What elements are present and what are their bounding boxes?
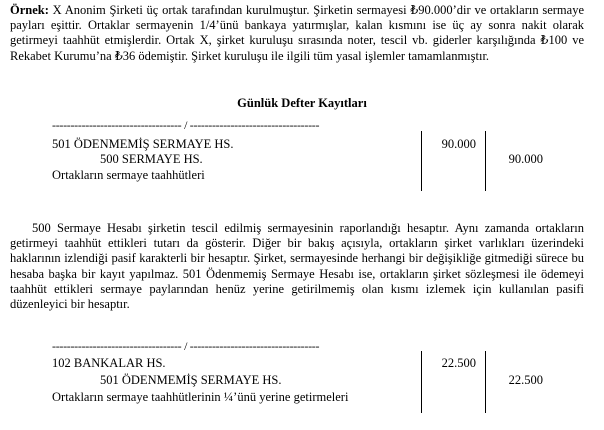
entry-separator: ----------------------------------- / ----------------------------------- [52, 118, 320, 132]
debit-account: 501 ÖDENMEMİŞ SERMAYE HS. [52, 137, 234, 151]
credit-amount: 22.500 [508, 373, 543, 387]
credit-account: 500 SERMAYE HS. [100, 152, 203, 166]
entry-description: Ortakların sermaye taahhütlerinin ¼’ünü yerine getirmeleri [52, 390, 349, 404]
credit-account: 501 ÖDENMEMİŞ SERMAYE HS. [100, 373, 282, 387]
example-text: X Anonim Şirketi üç ortak tarafından kurulmuştur. Şirketin sermayesi ₺90.000’dir ve ortakların sermaye payları eşittir. Ortaklar sermayenin 1/4’ünü bankaya yatırmışlar, kalan kısmını ise üç ay sonra nakit olarak getirmeyi taahhüt etmişlerdir. Ortak X, şirket kuruluşu sırasında noter, tescil vb. giderler karşılığında ₺100 ve Rekabet Kurumu’na ₺36 ödemiştir. Şirket kuruluşu ile ilgili tüm yasal işlemler tamamlanmıştır. [10, 3, 584, 63]
journal-heading: Günlük Defter Kayıtları [237, 96, 367, 110]
debit-amount: 22.500 [441, 356, 476, 370]
credit-amount: 90.000 [508, 152, 543, 166]
example-label: Örnek: [10, 3, 49, 17]
entry-separator: ----------------------------------- / ----------------------------------- [52, 339, 320, 353]
debit-account: 102 BANKALAR HS. [52, 356, 166, 370]
entry-description: Ortakların sermaye taahhütleri [52, 168, 205, 182]
debit-amount: 90.000 [441, 137, 476, 151]
example-paragraph [10, 3, 584, 64]
explanation-paragraph: 500 Sermaye Hesabı şirketin tescil edilmiş sermayesinin raporlandığı hesaptır. Aynı zamanda ortakların getirmeyi taahhüt ettikleri tutarı da gösterir. Diğer bir bakış açısıyla, ortakların şirket varlıkları üzerindeki haklarının izlendiği pasif karakterli bir hesaptır. Şirket, sermayesinde herhangi bir değişikliğe gitmediği sürece bu hesaba başka bir kayıt yapılmaz. 501 Ödenmemiş Sermaye Hesabı ise, ortakların şirket sözleşmesi ile ödemeyi taahhüt ettikleri sermaye paylarından henüz yerine getirilmemiş olan kısmı izlemek için kullanılan pasifi düzenleyici bir hesaptır. [10, 221, 584, 312]
